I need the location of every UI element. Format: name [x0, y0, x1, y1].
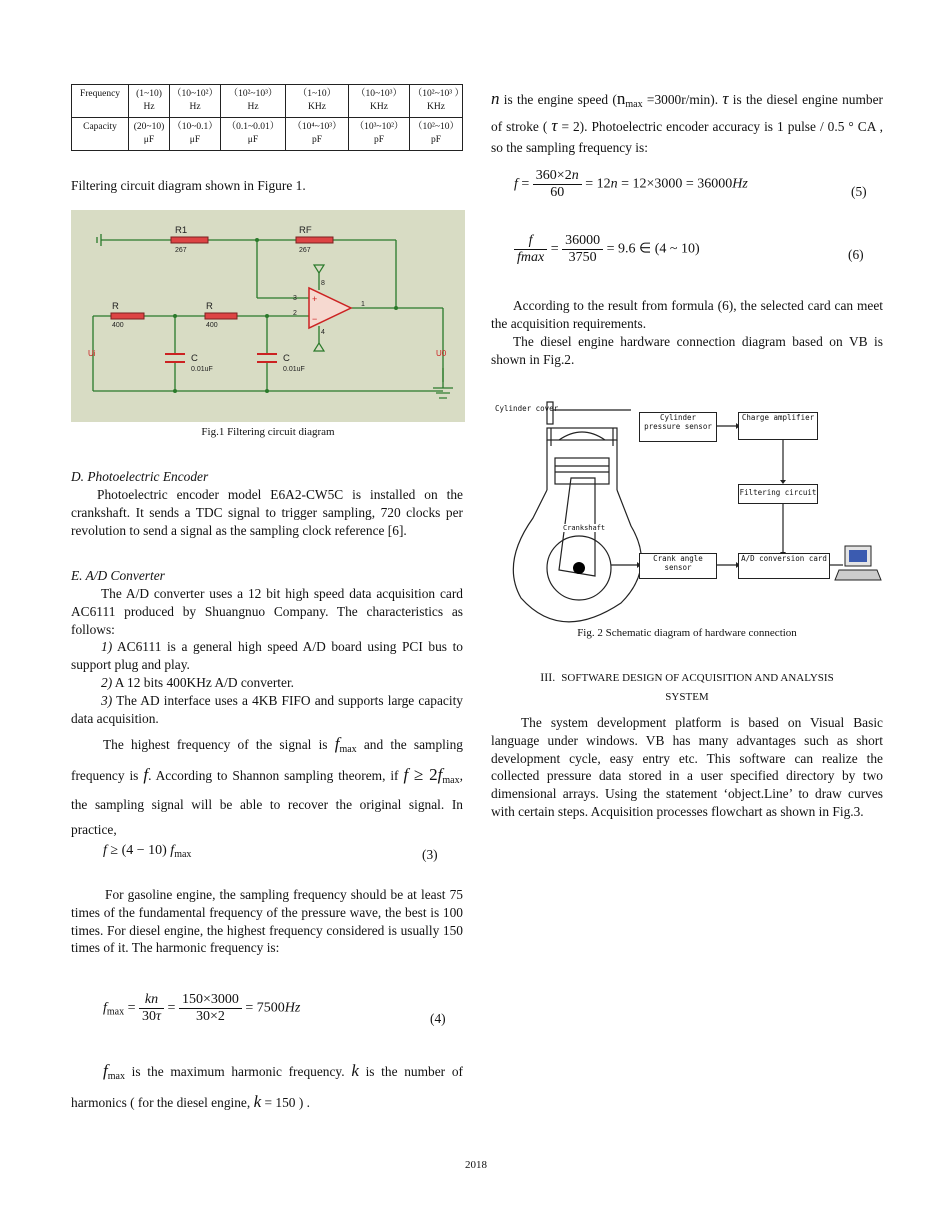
equation-4-number: (4)	[430, 1011, 446, 1026]
label-rf: RF	[299, 225, 312, 236]
equation-3-number: (3)	[422, 847, 438, 862]
tau-symbol: τ	[551, 116, 558, 135]
box-label: Filtering circuit	[739, 488, 817, 497]
op-amp-plus: +	[312, 294, 318, 304]
cylinder-cover-label: Cylinder cover	[495, 404, 559, 413]
label-r1: R1	[175, 225, 188, 236]
table-row	[72, 85, 463, 118]
pin-3: 3	[293, 295, 297, 302]
ad-conversion-card-box	[738, 553, 830, 579]
label-c-a-value: 0.01uF	[191, 366, 213, 373]
label-ui: Ui	[88, 349, 96, 358]
harmonic-text-a: is the maximum harmonic frequency.	[131, 1064, 345, 1079]
list-item-number: 3)	[101, 693, 113, 708]
diagram-intro-paragraph: The diesel engine hardware connection diagram based on VB is shown in Fig.2.	[491, 334, 883, 367]
result-paragraph: According to the result from formula (6), the selected card can meet the acquisition requirements.	[491, 298, 883, 331]
list-item-2	[71, 674, 463, 692]
table-cell: （10²~10³ ）KHz	[410, 85, 463, 118]
list-item-1	[71, 638, 463, 674]
label-c-a: C	[191, 353, 198, 364]
box-label: Crank angle sensor	[653, 554, 703, 572]
equation-5-number: (5)	[851, 184, 867, 199]
equation-6: $\frac{f}{fmax}$ = $\frac{36000}{3750}$ = 9.6 ∈ (4 ~ 10)	[514, 233, 700, 266]
harmonic-text-b: is the number of harmonics ( for the diesel engine,	[71, 1064, 463, 1110]
shannon-text-a: The highest frequency of the signal is	[103, 737, 328, 752]
section-3-title: SOFTWARE DESIGN OF ACQUISITION AND ANALYSIS	[561, 672, 834, 684]
table-row-label: Frequency	[72, 85, 129, 118]
table-cell: (1~10) Hz	[129, 85, 170, 118]
table-cell: （0.1~0.01） μF	[221, 118, 286, 151]
table-row-label: Capacity	[72, 118, 129, 151]
table-cell: （10~0.1） μF	[170, 118, 221, 151]
filter-circuit-diagram	[71, 210, 465, 422]
label-r-a-value: 400	[112, 322, 124, 329]
list-item-text: A 12 bits 400KHz A/D converter.	[112, 675, 295, 690]
filtering-circuit-box	[738, 484, 818, 504]
table-cell: （10~10²） Hz	[170, 85, 221, 118]
fig2-caption: Fig. 2 Schematic diagram of hardware connection	[577, 627, 797, 639]
label-rf-value: 267	[299, 247, 311, 254]
equation-6-number: (6)	[848, 247, 864, 262]
harmonic-paragraph	[71, 1059, 463, 1115]
fig1-intro: Filtering circuit diagram shown in Figure 1.	[71, 178, 306, 193]
list-item-number: 2)	[101, 675, 113, 690]
equation-5: f = $\frac{360\times 2n}{60}$ = 12n = 12×3000 = 36000Hz	[514, 168, 748, 200]
system-paragraph: The system development platform is based on Visual Basic language under windows. VB has many advantages such as short development cycle, easy entry etc. This software can realize the collected pressure data stored in a user specified directory by two dimensional arrays. Using the statement ‘object.Line’ to draw curves with certain steps. Acquisition processes flowchart as shown in Fig.3.	[491, 715, 883, 819]
equation-4: $f_{max}$ = $\frac{kn}{30\tau}$ = $\frac{150\times 3000}{30\times 2}$ = 7500Hz	[103, 992, 301, 1024]
table-cell: （1~10） KHz	[286, 85, 349, 118]
engine-speed-text-b: =3000r/min).	[646, 92, 719, 107]
fig1-caption: Fig.1 Filtering circuit diagram	[201, 426, 335, 438]
label-u0: U0	[436, 349, 447, 358]
gasoline-paragraph: For gasoline engine, the sampling frequency should be at least 75 times of the fundamental frequency of the pressure wave, the best is 100 times. For diesel engine, the highest frequency considered is usually 150 times of it. The harmonic frequency is:	[71, 887, 463, 956]
crankshaft-label: Crankshaft	[563, 524, 606, 532]
list-item-text: AC6111 is a general high speed A/D board using PCI bus to support plug and play.	[71, 639, 463, 672]
box-label: Charge amplifier	[741, 413, 815, 422]
fmax-symbol: $f_{max}$	[334, 734, 357, 755]
pin-8: 8	[321, 280, 325, 287]
section-d-body: Photoelectric encoder model E6A2-CW5C is installed on the crankshaft. It sends a TDC signal to trigger sampling, 720 clocks per revolution to send a signal as the sampling clock reference [6].	[71, 487, 463, 538]
label-r1-value: 267	[175, 247, 187, 254]
table-cell: (20~10) μF	[129, 118, 170, 151]
section-e-title: E. A/D Converter	[71, 568, 165, 583]
box-label: Cylinder pressure sensor	[644, 413, 712, 431]
label-c-b: C	[283, 353, 290, 364]
pin-1: 1	[361, 301, 365, 308]
pin-4: 4	[321, 329, 325, 336]
pin-2: 2	[293, 310, 297, 317]
k-symbol: k	[351, 1061, 359, 1080]
label-c-b-value: 0.01uF	[283, 366, 305, 373]
table-cell: （10~10³） KHz	[349, 85, 410, 118]
section-e-body: The A/D converter uses a 12 bit high speed data acquisition card AC6111 produced by Shuangnuo Company. The characteristics as follows:	[71, 586, 463, 637]
label-r-b-value: 400	[206, 322, 218, 329]
table-cell: （10³~10²） pF	[349, 118, 410, 151]
f-symbol: f	[143, 764, 149, 784]
engine-speed-paragraph	[491, 88, 883, 158]
section-d-title: D. Photoelectric Encoder	[71, 469, 209, 484]
label-r-a: R	[112, 301, 119, 312]
table-cell: （10²~10³） Hz	[221, 85, 286, 118]
frequency-capacity-table	[71, 84, 463, 151]
fmax-symbol: $f_{max}$	[103, 1061, 125, 1082]
crankshaft-center	[573, 562, 585, 574]
list-item-text: The AD interface uses a 4KB FIFO and supports large capacity data acquisition.	[71, 693, 463, 726]
equation-3: f ≥ (4 − 10) $f_{max}$	[103, 843, 192, 860]
k-symbol: k	[253, 1091, 262, 1111]
section-3-title-cont: SYSTEM	[665, 691, 709, 703]
filter-circuit-figure	[71, 210, 465, 422]
tau-symbol: τ	[722, 89, 729, 108]
table-cell: （10⁴~10³） pF	[286, 118, 349, 151]
list-item-number: 1)	[101, 639, 113, 654]
engine-speed-text-a: is the engine speed (	[503, 92, 617, 107]
charge-amplifier-box	[738, 412, 818, 440]
label-r-b: R	[206, 301, 213, 312]
harmonic-text-c: = 150 ) .	[264, 1094, 310, 1110]
nmax-symbol: $n_{max}$	[616, 89, 643, 110]
engine-speed-text-c: is the diesel engine number of stroke (	[491, 92, 883, 134]
section-3-heading	[491, 668, 883, 706]
shannon-paragraph	[71, 732, 463, 842]
shannon-text-b: and the sampling frequency is	[71, 737, 463, 783]
list-item-3	[71, 692, 463, 728]
op-amp-minus: −	[312, 314, 318, 324]
cylinder-pressure-sensor-box	[639, 412, 717, 442]
crank-angle-sensor-box	[639, 553, 717, 579]
shannon-text-d: , the sampling signal will be able to recover the original signal. In practice,	[71, 767, 463, 837]
section-3-number: III.	[540, 670, 556, 684]
table-cell: （10²~10） pF	[410, 118, 463, 151]
box-label: A/D conversion card	[741, 554, 827, 563]
shannon-text-c: . According to Shannon sampling theorem, if	[148, 767, 399, 783]
hardware-connection-figure	[491, 398, 883, 623]
shannon-inequality: $f \ge 2f_{max}$	[403, 764, 460, 786]
page-number: 2018	[465, 1159, 487, 1171]
table-row	[72, 118, 463, 151]
computer-icon	[835, 546, 881, 580]
n-symbol: n	[491, 89, 500, 108]
engine-speed-text-d: = 2). Photoelectric encoder accuracy is 1 pulse / 0.5 ° CA , so the sampling frequency is:	[491, 119, 883, 155]
